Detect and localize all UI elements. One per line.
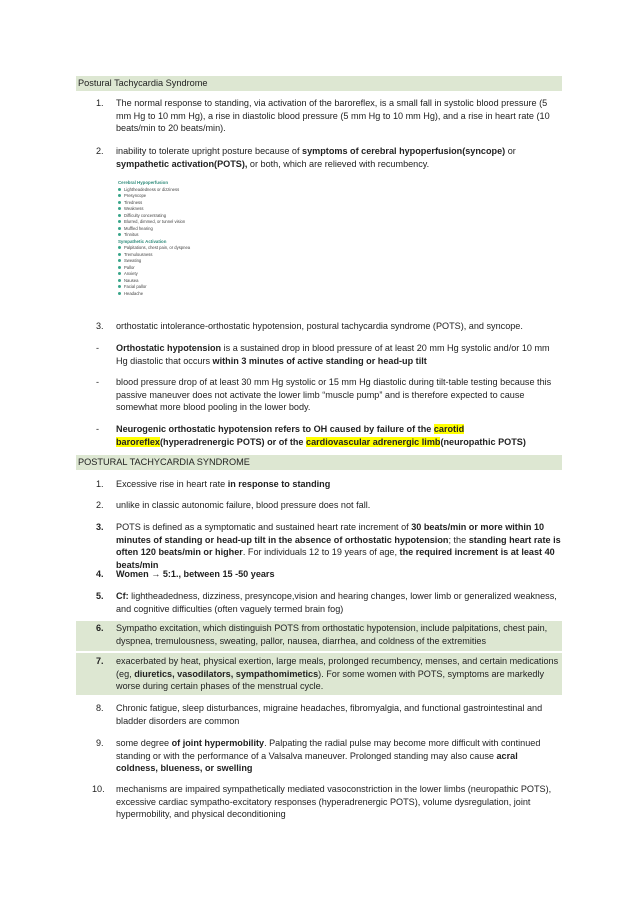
figure-list-item: Tinnitus xyxy=(118,232,228,239)
item-number: 6. xyxy=(96,623,104,633)
bullet-dot-icon xyxy=(118,279,121,282)
item-number: 3. xyxy=(96,321,104,331)
figure-list-cerebral xyxy=(118,187,228,239)
item-number: 7. xyxy=(96,656,104,666)
list-item xyxy=(76,499,562,513)
figure-list-item: Tremulousness xyxy=(118,252,228,259)
item-text: Excessive rise in heart rate in response to standing xyxy=(116,479,331,489)
figure-list-item: Blurred, dimmed, or tunnel vision xyxy=(118,219,228,226)
item-number: 5. xyxy=(96,591,104,601)
bullet-dot-icon xyxy=(118,207,121,210)
list-item xyxy=(76,590,562,618)
figure-list-item: Nausea xyxy=(118,278,228,285)
item-text: mechanisms are impaired sympathetically mediated vasoconstriction in the lower limbs (neuropathic POTS), excessive cardiac sympatho-excitatory responses (hyperadrenergic POTS), volume dysregulation, joint hypermobility, and physical deconditioning xyxy=(116,784,552,820)
figure-list-sympathetic xyxy=(118,245,228,297)
list-item-highlighted xyxy=(76,621,562,651)
figure-heading-sympathetic: Sympathetic Activation xyxy=(118,238,167,244)
item-text: Orthostatic hypotension is a sustained drop in blood pressure of at least 20 mm Hg systolic and/or 10 mm Hg diastolic that occurs within 3 minutes of active standing or head-up tilt xyxy=(116,343,550,366)
item-text: POTS is defined as a symptomatic and sustained heart rate increment of 30 beats/min or more within 10 minutes of standing or head-up tilt in the absence of orthostatic hypotension; the standing heart rate is often 120 beats/min or higher. For individuals 12 to 19 years of age, the required increment is at least 40 beats/min xyxy=(116,522,561,570)
bullet-dot-icon xyxy=(118,272,121,275)
list-item xyxy=(76,783,562,823)
item-text: some degree of joint hypermobility. Palpating the radial pulse may become more difficult with continued standing or with the performance of a Valsalva maneuver. Prolonged standing may also cause acral coldness, blueness, or swelling xyxy=(116,738,541,774)
item-text: exacerbated by heat, physical exertion, large meals, prolonged recumbency, menses, and certain medications (eg, diuretics, vasodilators, sympathomimetics). For some women with POTS, symptoms are markedly worse during certain phases of the menstrual cycle. xyxy=(116,656,559,692)
item-bullet: - xyxy=(96,343,100,353)
item-text: Sympatho excitation, which distinguish POTS from orthostatic hypotension, include palpitations, chest pain, dyspnea, tremulousness, sweating, pallor, nausea, diarrhea, and coldness of the extremities xyxy=(116,623,548,646)
item-text: orthostatic intolerance-orthostatic hypotension, postural tachycardia syndrome (POTS), and syncope. xyxy=(116,321,523,331)
item-number: 9. xyxy=(96,738,104,748)
bullet-dot-icon xyxy=(118,194,121,197)
figure-list-item: Anxiety xyxy=(118,271,228,278)
bullet-dot-icon xyxy=(118,246,121,249)
bullet-dot-icon xyxy=(118,188,121,191)
figure-list-item: Muffled hearing xyxy=(118,226,228,233)
figure-list-item: Pallor xyxy=(118,265,228,272)
list-item-highlighted xyxy=(76,653,562,695)
item-number: 1. xyxy=(96,98,104,108)
figure-list-item: Weakness xyxy=(118,206,228,213)
section-heading-pots: POSTURAL TACHYCARDIA SYNDROME xyxy=(76,455,562,470)
item-number: 2. xyxy=(96,146,104,156)
item-number: 10. xyxy=(92,784,105,794)
list-item xyxy=(76,568,562,582)
item-text: The normal response to standing, via activation of the baroreflex, is a small fall in systolic blood pressure (5 mm Hg to 10 mm Hg), a rise in diastolic blood pressure (5 mm Hg to 10 mm Hg), and a rise in heart rate (10 beats/min to 20 beats/min). xyxy=(116,98,550,134)
figure-list-item: Facial pallor xyxy=(118,284,228,291)
item-number: 3. xyxy=(96,522,104,532)
bullet-dot-icon xyxy=(118,233,121,236)
highlight: carotid baroreflex xyxy=(116,424,465,447)
item-text: Cf: lightheadedness, dizziness, presyncope,vision and hearing changes, lower limb or generalized weakness, and cognitive difficulties (often vaguely termed brain fog) xyxy=(116,591,557,614)
list-item xyxy=(76,97,562,137)
item-number: 8. xyxy=(96,703,104,713)
list-item xyxy=(76,423,562,451)
figure-list-item: Tiredness xyxy=(118,200,228,207)
bullet-dot-icon xyxy=(118,214,121,217)
list-item xyxy=(76,376,562,416)
item-text: inability to tolerate upright posture because of symptoms of cerebral hypoperfusion(syncope) or sympathetic activation(POTS), or both, which are relieved with recumbency. xyxy=(116,146,516,169)
item-text: Chronic fatigue, sleep disturbances, migraine headaches, fibromyalgia, and functional gastrointestinal and bladder disorders are common xyxy=(116,703,543,726)
item-text: blood pressure drop of at least 30 mm Hg systolic or 15 mm Hg diastolic during tilt-table testing because this passive maneuver does not activate the lower limb “muscle pump” and is therefore expected to cause somewhat more blood pooling in the lower body. xyxy=(116,377,552,413)
figure-list-item: Headache xyxy=(118,291,228,298)
list-item xyxy=(76,320,562,334)
figure-list-item: Difficulty concentrating xyxy=(118,213,228,220)
item-text: Neurogenic orthostatic hypotension refers to OH caused by failure of the carotid baroreflex(hyperadrenergic POTS) or of the cardiovascular adrenergic limb(neuropathic POTS) xyxy=(116,424,526,447)
bullet-dot-icon xyxy=(118,227,121,230)
highlight: cardiovascular adrenergic limb xyxy=(306,436,441,447)
list-item xyxy=(76,521,562,570)
figure-list-item: Lightheadedness or dizziness xyxy=(118,187,228,194)
list-item xyxy=(76,342,562,370)
item-number: 1. xyxy=(96,479,104,489)
item-text: unlike in classic autonomic failure, blood pressure does not fall. xyxy=(116,500,371,510)
figure-list-item: Palpitations, chest pain, or dyspnea xyxy=(118,245,228,252)
bullet-dot-icon xyxy=(118,253,121,256)
item-text: Women → 5:1., between 15 -50 years xyxy=(116,569,275,579)
figure-list-item: Presyncope xyxy=(118,193,228,200)
item-number: 2. xyxy=(96,500,104,510)
section-heading-postural-tachycardia: Postural Tachycardia Syndrome xyxy=(76,76,562,91)
bullet-dot-icon xyxy=(118,220,121,223)
bullet-dot-icon xyxy=(118,285,121,288)
figure-heading-cerebral: Cerebral Hypoperfusion xyxy=(118,180,169,185)
item-bullet: - xyxy=(96,424,100,434)
bullet-dot-icon xyxy=(118,259,121,262)
bullet-dot-icon xyxy=(118,292,121,295)
list-item xyxy=(76,737,562,777)
list-item xyxy=(76,702,562,730)
list-item xyxy=(76,478,562,492)
bullet-dot-icon xyxy=(118,201,121,204)
item-number: 4. xyxy=(96,569,104,579)
item-bullet: - xyxy=(96,377,100,387)
symptoms-figure xyxy=(118,180,228,312)
list-item xyxy=(76,145,562,173)
bullet-dot-icon xyxy=(118,266,121,269)
figure-list-item: Sweating xyxy=(118,258,228,265)
